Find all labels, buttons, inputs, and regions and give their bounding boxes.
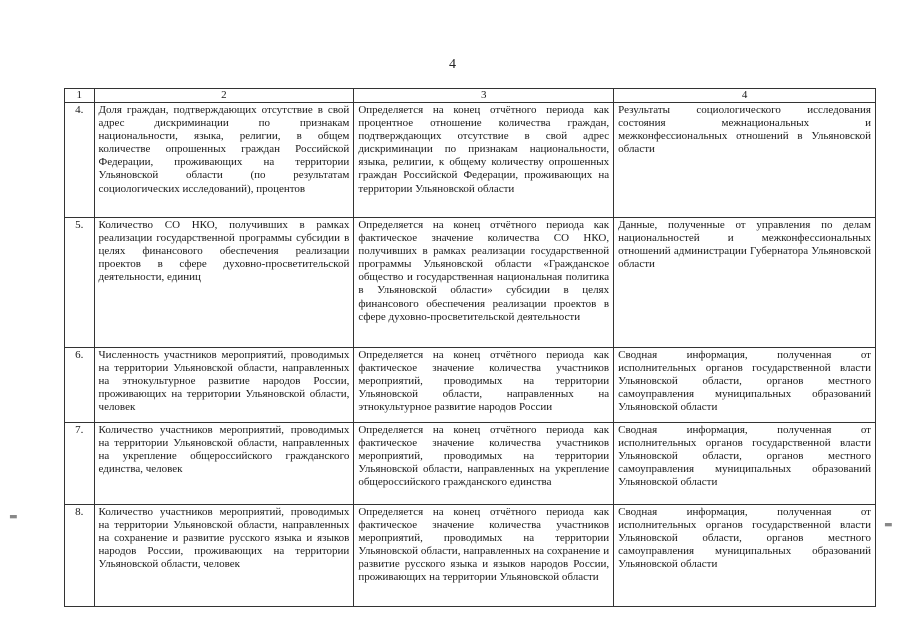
source-cell: Результаты социологического исследования состояния межнациональных и межконфессиональных отношений в Ульяновской области	[614, 103, 876, 218]
scan-artifact-left: ▬	[9, 512, 18, 522]
source-cell: Сводная информация, полученная от исполнительных органов государственной власти Ульяновской области, органов местного самоуправления муниципальных образований Ульяновской области	[614, 423, 876, 505]
scan-artifact-right: ▬	[884, 520, 893, 530]
method-cell: Определяется на конец отчётного периода как фактическое значение количества участников мероприятий, проводимых на территории Ульяновской области, направленных на сохранение и развитие русского языка и языков народов России, проживающих на территории Ульяновской области	[354, 505, 614, 607]
method-cell: Определяется на конец отчётного периода как фактическое значение количества участников мероприятий, проводимых на территории Ульяновской области, направленных на укрепление общероссийского гражданского единства	[354, 423, 614, 505]
indicator-cell: Количество участников мероприятий, проводимых на территории Ульяновской области, направленных на сохранение и развитие русского языка и языков народов России, проживающих на территории Ульяновской области, человек	[94, 505, 354, 607]
row-number: 6.	[65, 348, 95, 423]
table-header-row	[65, 89, 876, 103]
indicator-cell: Количество участников мероприятий, проводимых на территории Ульяновской области, направленных на укрепление общероссийского гражданского единства, человек	[94, 423, 354, 505]
column-header: 1	[65, 89, 95, 103]
table-row	[65, 348, 876, 423]
source-cell: Данные, полученные от управления по делам национальностей и межконфессиональных отношений администрации Губернатора Ульяновской области	[614, 218, 876, 348]
row-number: 8.	[65, 505, 95, 607]
row-number: 5.	[65, 218, 95, 348]
method-cell: Определяется на конец отчётного периода как процентное отношение количества граждан, подтверждающих отсутствие в свой адрес дискриминации по признакам национальности, языка, религии, к общему количеству опрошенных граждан Российской Федерации, проживающих на территории Ульяновской области	[354, 103, 614, 218]
method-cell: Определяется на конец отчётного периода как фактическое значение количества участников мероприятий, проводимых на территории Ульяновской области, направленных на этнокультурное развитие народов России	[354, 348, 614, 423]
column-header: 3	[354, 89, 614, 103]
table-row	[65, 505, 876, 607]
indicators-table	[64, 88, 876, 607]
column-header: 4	[614, 89, 876, 103]
source-cell: Сводная информация, полученная от исполнительных органов государственной власти Ульяновской области, органов местного самоуправления муниципальных образований Ульяновской области	[614, 348, 876, 423]
column-header: 2	[94, 89, 354, 103]
indicator-cell: Доля граждан, подтверждающих отсутствие в свой адрес дискриминации по признакам национальности, языка, религии, в общем количестве опрошенных граждан Российской Федерации, проживающих на территории Ульяновской области (по результатам социологических исследований), процентов	[94, 103, 354, 218]
table-row	[65, 218, 876, 348]
row-number: 7.	[65, 423, 95, 505]
row-number: 4.	[65, 103, 95, 218]
table-row	[65, 103, 876, 218]
table-row	[65, 423, 876, 505]
indicator-cell: Численность участников мероприятий, проводимых на территории Ульяновской области, направленных на этнокультурное развитие народов России, проживающих на территории Ульяновской области, человек	[94, 348, 354, 423]
indicator-cell: Количество СО НКО, получивших в рамках реализации государственной программы субсидии в целях финансового обеспечения реализации проектов в сфере духовно-просветительской деятельности, единиц	[94, 218, 354, 348]
page-number: 4	[449, 57, 456, 72]
method-cell: Определяется на конец отчётного периода как фактическое значение количества СО НКО, получивших в рамках реализации государственной программы Ульяновской области «Гражданское общество и государственная национальная политика в Ульяновской области» субсидии в целях финансового обеспечения реализации проектов в сфере духовно-просветительской деятельности	[354, 218, 614, 348]
source-cell: Сводная информация, полученная от исполнительных органов государственной власти Ульяновской области, органов местного самоуправления муниципальных образований Ульяновской области	[614, 505, 876, 607]
